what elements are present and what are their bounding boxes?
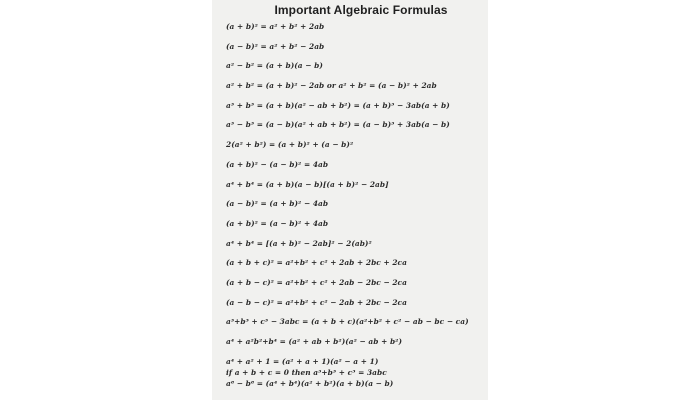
formula-line: (a + b)² = (a − b)² + 4ab (226, 218, 329, 228)
formula-sheet (212, 0, 488, 400)
formula-line: (a − b)² = (a + b)² − 4ab (226, 199, 329, 209)
formula-line: (a + b − c)² = a²+b² + c² + 2ab − 2bc − 2ca (226, 277, 407, 287)
formula-line: a⁸ − b⁸ = (a⁴ + b⁴)(a² + b²)(a + b)(a − b) (226, 378, 394, 388)
formula-line: a⁴ + b⁴ = [(a + b)² − 2ab]² − 2(ab)² (226, 238, 372, 248)
formula-line: (a + b)² = a² + b² + 2ab (226, 22, 325, 31)
page-title: Important Algebraic Formulas (274, 3, 448, 17)
formula-line: (a + b)² − (a − b)² = 4ab (226, 159, 329, 169)
formula-line: (a + b + c)² = a²+b² + c² + 2ab + 2bc + 2ca (226, 258, 407, 268)
formula-line: a² − b² = (a + b)(a − b) (226, 61, 323, 71)
formula-line: a⁴ + a²b²+b⁴ = (a² + ab + b²)(a² − ab + b²) (226, 337, 402, 346)
formula-line: a³+b³ + c³ − 3abc = (a + b + c)(a²+b² + c² − ab − bc − ca) (226, 317, 469, 327)
formula-line: (a − b − c)² = a²+b² + c² − 2ab + 2bc − 2ca (226, 297, 407, 307)
formula-line: a³ − b³ = (a − b)(a² + ab + b²) = (a − b)³ + 3ab(a − b) (226, 120, 450, 130)
formula-line: a² + b² = (a + b)² − 2ab or a² + b² = (a − b)² + 2ab (226, 81, 437, 91)
formula-line: a³ + b³ = (a + b)(a² − ab + b²) = (a + b)³ − 3ab(a + b) (226, 100, 450, 110)
formula-line: 2(a² + b²) = (a + b)² + (a − b)² (226, 140, 354, 150)
formula-line: (a − b)² = a² + b² − 2ab (226, 41, 325, 51)
formula-line: a⁴ + a² + 1 = (a² + a + 1)(a² − a + 1) (226, 356, 379, 366)
formula-line: a⁴ + b⁴ = (a + b)(a − b)[(a + b)² − 2ab] (226, 179, 389, 189)
formula-line: if a + b + c = 0 then a³+b³ + c³ = 3abc (226, 367, 387, 377)
